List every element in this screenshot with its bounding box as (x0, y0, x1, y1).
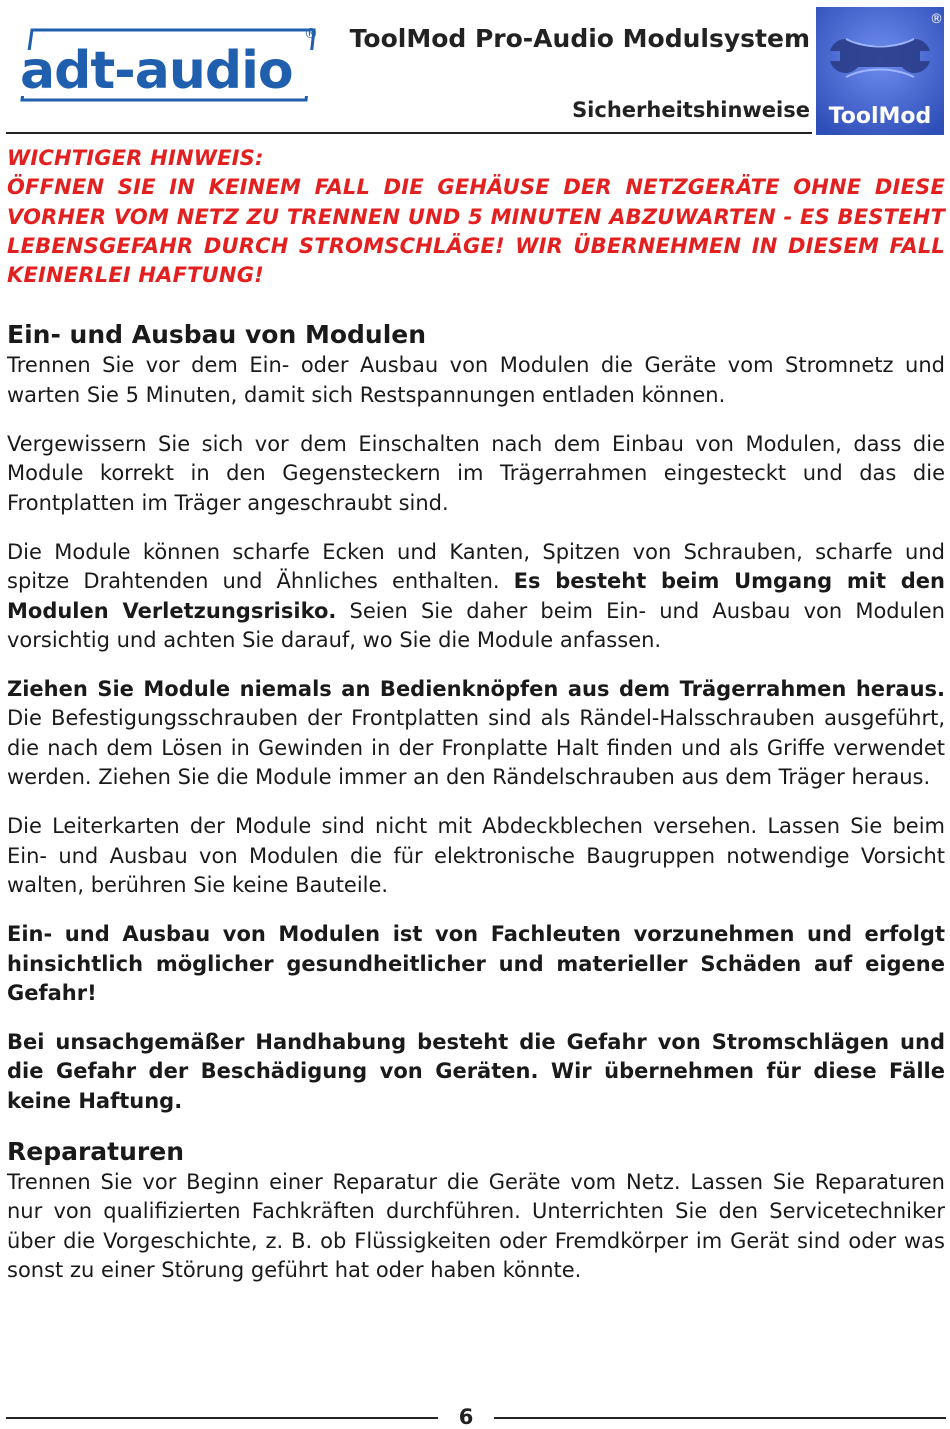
paragraph-repairs: Trennen Sie vor Beginn einer Reparatur die Geräte vom Netz. Lassen Sie Reparaturen nur von qualifizierten Fachkräften durchführen. Unterrichten Sie den Servicetechniker über die Vorgeschichte, z. B. ob Flüssigkeiten oder Fremdkörper im Gerät sind oder was sonst zu einer Störung geführt hat oder haben könnte. (7, 1170, 945, 1282)
page-number: 6 (458, 1405, 474, 1429)
sharp-edges-text-a: Die Module können scharfe Ecken und Kanten, Spitzen von Schrauben, scharfe und spitze Drahtenden und Ähnliches enthalten. (7, 539, 945, 594)
toolmod-logo-text: ToolMod (828, 104, 932, 129)
knobs-text-b: Die Befestigungsschrauben der Frontplatten sind als Rändel-Halsschrauben ausgeführt, die nach dem Lösen in Gewinden in der Fronplatte Halt finden und als Griffe verwendet werden. Ziehen Sie die Module immer an den Rändelschrauben aus dem Träger heraus. (7, 706, 945, 790)
toolmod-logo (816, 7, 944, 135)
footer-rule-left (6, 1417, 438, 1419)
paragraph-circuit-boards: Die Leiterkarten der Module sind nicht mit Abdeckblechen versehen. Lassen Sie beim Ein- und Ausbau von Modulen die für elektronische Baugruppen notwendige Vorsicht walten, berühren Sie keine Bauteile. (7, 814, 945, 897)
page-content (7, 144, 945, 1285)
knobs-warning-text: Ziehen Sie Module niemals an Bedienknöpfen aus dem Trägerrahmen heraus. (7, 677, 945, 702)
liability-text: Bei unsachgemäßer Handhabung besteht die Gefahr von Stromschlägen und die Gefahr der Beschädigung von Geräten. Wir übernehmen für diese Fälle keine Haftung. (7, 1030, 945, 1113)
toolmod-registered-mark: ® (930, 12, 943, 27)
footer-rule-right (494, 1417, 946, 1419)
registered-mark: ® (304, 26, 318, 42)
header-divider (6, 132, 812, 134)
adt-audio-logo-text: adt-audio (20, 41, 293, 101)
paragraph-knobs (7, 675, 945, 792)
paragraph-verify: Vergewissern Sie sich vor dem Einschalten nach dem Einbau von Modulen, dass die Module korrekt in den Gegensteckern im Trägerrahmen eingesteckt und das die Frontplatten im Träger angeschraubt sind. (7, 432, 945, 515)
sharp-edges-text-c: Seien Sie daher beim Ein- und Ausbau von Modulen vorsichtig und achten Sie darauf, wo Sie die Module anfassen. (7, 598, 945, 652)
warning-text: ÖFFNEN SIE IN KEINEM FALL DIE GEHÄUSE DER NETZGERÄTE OHNE DIESE VORHER VOM NETZ ZU TRENNEN UND 5 MINUTEN ABZUWARTEN - ES BESTEHT LEBENSGEFAHR DURCH STROMSCHLÄGE! WIR ÜBERNEHMEN IN DIESEM FALL KEINERLEI HAFTUNG! (7, 175, 945, 288)
paragraph-sharp-edges (7, 538, 945, 655)
section-subtitle: Sicherheitshinweise (572, 98, 810, 122)
page-header (0, 0, 950, 140)
paragraph-liability (7, 1028, 945, 1116)
page-footer (0, 1405, 950, 1429)
heading-modules: Ein- und Ausbau von Modulen (7, 320, 427, 350)
adt-audio-logo (14, 24, 324, 108)
own-risk-text: Ein- und Ausbau von Modulen ist von Fachleuten vorzunehmen und erfolgt hinsichtlich möglicher gesundheitlicher und materieller Schäden auf eigene Gefahr! (7, 922, 945, 1005)
injury-risk-text: Es besteht beim Umgang mit den Modulen Verletzungsrisiko. (7, 569, 945, 623)
warning-label: WICHTIGER HINWEIS: (7, 146, 264, 170)
heading-repairs: Reparaturen (7, 1137, 185, 1167)
paragraph-disconnect: Trennen Sie vor dem Ein- oder Ausbau von Modulen die Geräte vom Stromnetz und warten Sie 5 Minuten, damit sich Restspannungen entladen können. (7, 353, 945, 407)
document-title: ToolMod Pro-Audio Modulsystem (349, 24, 810, 53)
paragraph-own-risk (7, 920, 945, 1008)
